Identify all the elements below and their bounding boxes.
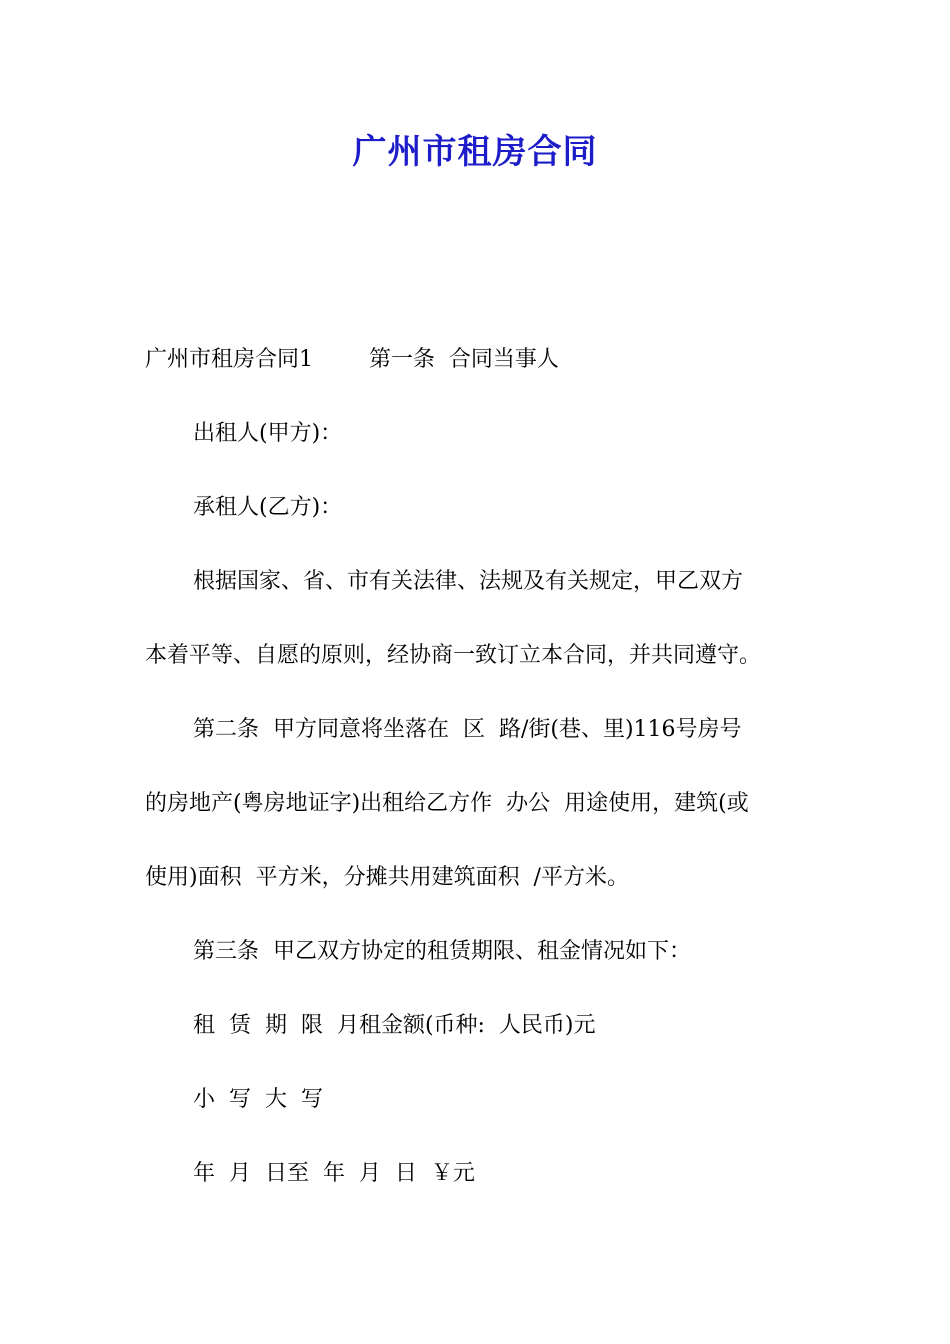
paragraph-line: 小 写 大 写	[193, 1087, 323, 1112]
paragraph-line: 年 月 日至 年 月 日 ￥元	[193, 1161, 475, 1186]
paragraph-line: 本着平等、自愿的原则，经协商一致订立本合同，并共同遵守。	[145, 643, 762, 668]
paragraph-line: 承租人(乙方)：	[193, 495, 343, 520]
paragraph-line: 根据国家、省、市有关法律、法规及有关规定，甲乙双方	[193, 569, 744, 594]
paragraph-line: 出租人(甲方)：	[193, 421, 343, 446]
paragraph-line: 的房地产(粤房地证字)出租给乙方作 办公 用途使用，建筑(或	[145, 791, 749, 816]
document-title: 广州市租房合同	[352, 132, 598, 172]
paragraph-line: 第二条 甲方同意将坐落在 区 路/街(巷、里)116号房号	[193, 717, 742, 742]
paragraph-line: 广州市租房合同1 第一条 合同当事人	[145, 347, 559, 372]
document-body	[145, 340, 815, 1228]
paragraph-line: 第三条 甲乙双方协定的租赁期限、租金情况如下：	[193, 939, 691, 964]
paragraph-line: 使用)面积 平方米，分摊共用建筑面积 /平方米。	[145, 865, 629, 890]
paragraph-line: 租 赁 期 限 月租金额(币种: 人民币)元	[193, 1013, 596, 1038]
